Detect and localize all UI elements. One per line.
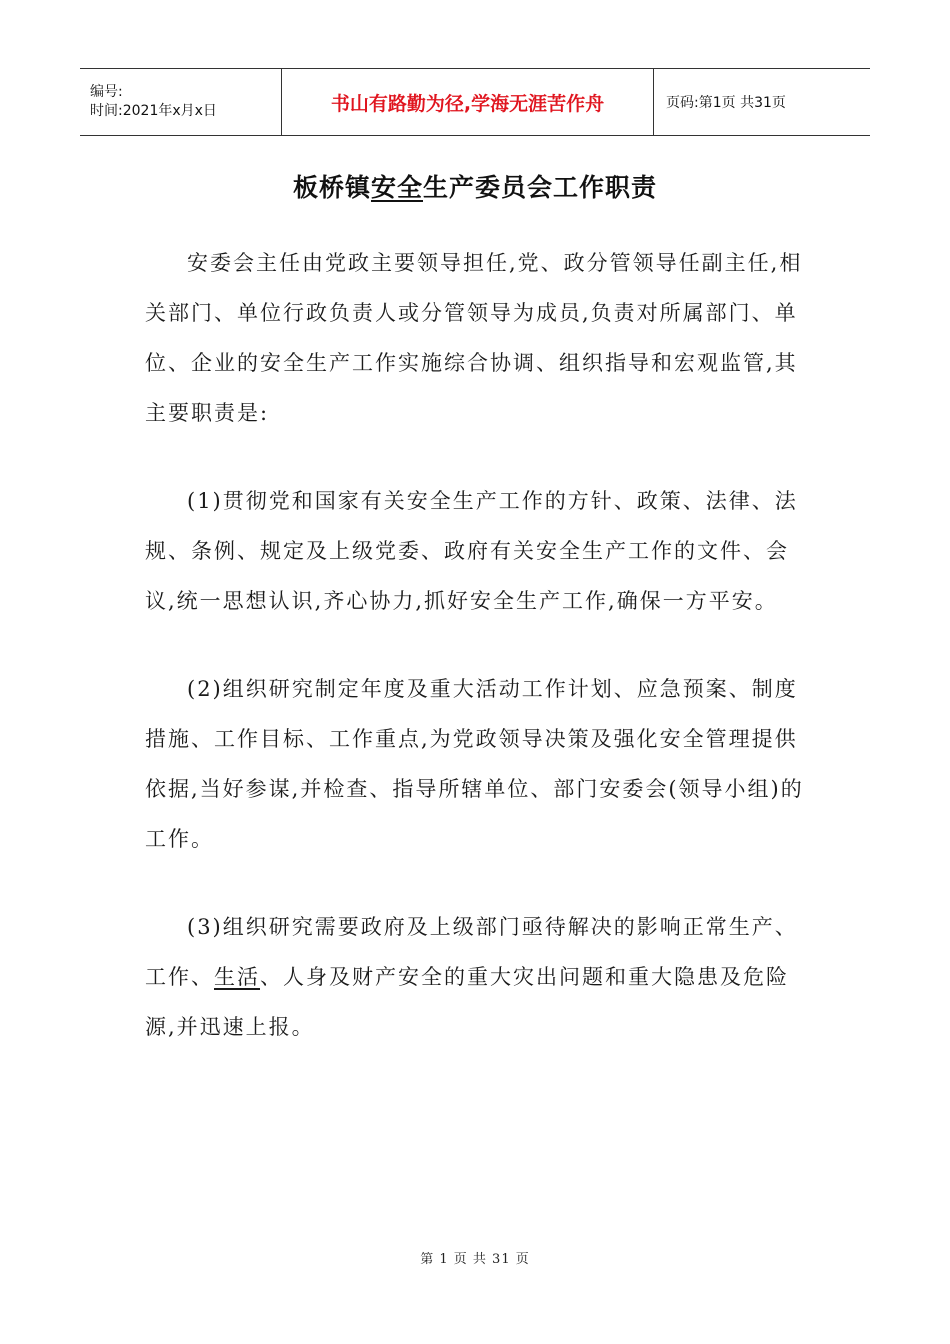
- paragraph-item-3: [145, 902, 820, 1052]
- header-page-label: 页码:第1页 共31页: [666, 95, 786, 111]
- page-footer: 第 1 页 共 31 页: [420, 1252, 530, 1267]
- paragraph-item-2: (2)组织研究制定年度及重大活动工作计划、应急预案、制度措施、工作目标、工作重点,为党政领导决策及强化安全管理提供依据,当好参谋,并检查、指导所辖单位、部门安委会(领导小组)的工作。: [145, 677, 804, 851]
- paragraph-item-3-underlined: 生活: [214, 965, 260, 989]
- paragraph-item-3-text-a: (3)组织研究需要政府及上级部门亟待解决的影响正常生产、工作、: [145, 915, 798, 989]
- document-body: [145, 238, 820, 1090]
- document-number-label: 编号:: [90, 84, 123, 100]
- header-motto: 书山有路勤为径,学海无涯苦作舟: [330, 92, 605, 115]
- title-part-3: 生产委员会工作职责: [423, 173, 658, 202]
- paragraph-intro: 安委会主任由党政主要领导担任,党、政分管领导任副主任,相关部门、单位行政负责人或分管领导为成员,负责对所属部门、单位、企业的安全生产工作实施综合协调、组织指导和宏观监管,其主要职责是:: [145, 251, 803, 425]
- header-meta-cell: [80, 69, 282, 135]
- document-time-label: 时间:2021年x月x日: [90, 103, 217, 119]
- paragraph-item-1: (1)贯彻党和国家有关安全生产工作的方针、政策、法律、法规、条例、规定及上级党委、政府有关安全生产工作的文件、会议,统一思想认识,齐心协力,抓好安全生产工作,确保一方平安。: [145, 489, 798, 613]
- document-title: [0, 168, 950, 204]
- header-page-cell: [654, 69, 870, 135]
- title-part-1: 板桥镇: [292, 173, 371, 202]
- title-underlined-part: 安全: [370, 173, 423, 202]
- document-header: [80, 68, 870, 136]
- header-motto-cell: [282, 69, 654, 135]
- paragraph-item-3-text-b: 、人身及财产安全的重大灾出问题和重大隐患及危险源,并迅速上报。: [145, 965, 789, 1039]
